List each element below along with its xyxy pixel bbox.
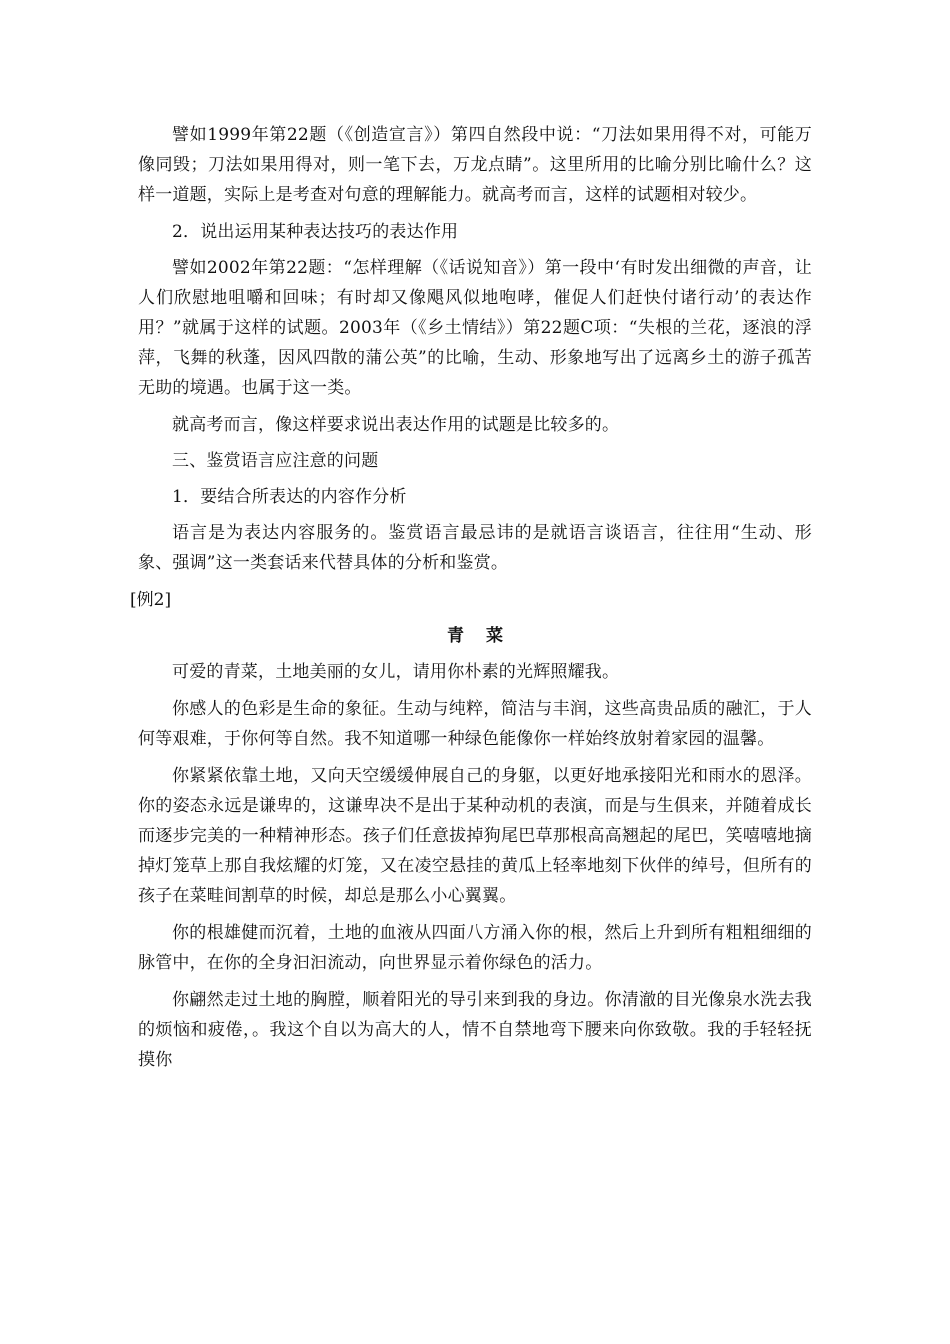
paragraph-gaokao-note: 就高考而言，像这样要求说出表达作用的试题是比较多的。 [172, 415, 620, 435]
essay-paragraph: 你感人的色彩是生命的象征。生动与纯粹，简洁与丰润，这些高贵品质的融汇，于人何等艰难，于你何等自然。我不知道哪一种绿色能像你一样始终放射着家园的温馨。 [138, 699, 812, 749]
paragraph-language-content: 语言是为表达内容服务的。鉴赏语言最忌讳的是就语言谈语言，往往用“生动、形象、强调”这一类套话来代替具体的分析和鉴赏。 [138, 523, 812, 573]
section-heading-three: 三、鉴赏语言应注意的问题 [172, 451, 379, 471]
essay-paragraph: 你紧紧依靠土地，又向天空缓缓伸展自己的身躯，以更好地承接阳光和雨水的恩泽。你的姿态永远是谦卑的，这谦卑决不是出于某种动机的表演，而是与生俱来，并随着成长而逐步完美的一种精神形态。孩子们任意拔掉狗尾巴草那根高高翘起的尾巴，笑嘻嘻地摘掉灯笼草上那自我炫耀的灯笼，又在凌空悬挂的黄瓜上轻率地刻下伙伴的绰号，但所有的孩子在菜畦间割草的时候，却总是那么小心翼翼。 [138, 766, 812, 906]
document-page [130, 120, 812, 1082]
essay-paragraph: 你翩然走过土地的胸膛，顺着阳光的导引来到我的身边。你清澈的目光像泉水洗去我的烦恼和疲倦，。我这个自以为高大的人，情不自禁地弯下腰来向你致敬。我的手轻轻抚摸你 [138, 990, 812, 1070]
paragraph-example-1999: 譬如1999年第22题（《创造宣言》）第四自然段中说：“刀法如果用得不对，可能万像同毁；刀法如果用得对，则一笔下去，万龙点睛”。这里所用的比喻分别比喻什么？这样一道题，实际上是考查对句意的理解能力。就高考而言，这样的试题相对较少。 [138, 125, 812, 205]
essay-paragraph: 你的根雄健而沉着，土地的血液从四面八方涌入你的根，然后上升到所有粗粗细细的脉管中，在你的全身汩汩流动，向世界显示着你绿色的活力。 [138, 923, 812, 973]
essay-paragraph: 可爱的青菜，土地美丽的女儿，请用你朴素的光辉照耀我。 [172, 662, 620, 682]
subheading-one: 1．要结合所表达的内容作分析 [172, 487, 407, 507]
heading-expression-effect: 2．说出运用某种表达技巧的表达作用 [172, 222, 459, 242]
example-label: [例2] [130, 590, 172, 610]
paragraph-example-2002: 譬如2002年第22题：“怎样理解（《话说知音》）第一段中‘有时发出细微的声音，让人们欣慰地咀嚼和回味；有时却又像飓风似地咆哮，催促人们赶快付诸行动’的表达作用？”就属于这样的试题。2003年（《乡土情结》）第22题C项：“失根的兰花，逐浪的浮萍，飞舞的秋蓬，因风四散的蒲公英”的比喻，生动、形象地写出了远离乡土的游子孤苦无助的境遇。也属于这一类。 [138, 258, 812, 398]
essay-title: 青菜 [447, 626, 525, 646]
